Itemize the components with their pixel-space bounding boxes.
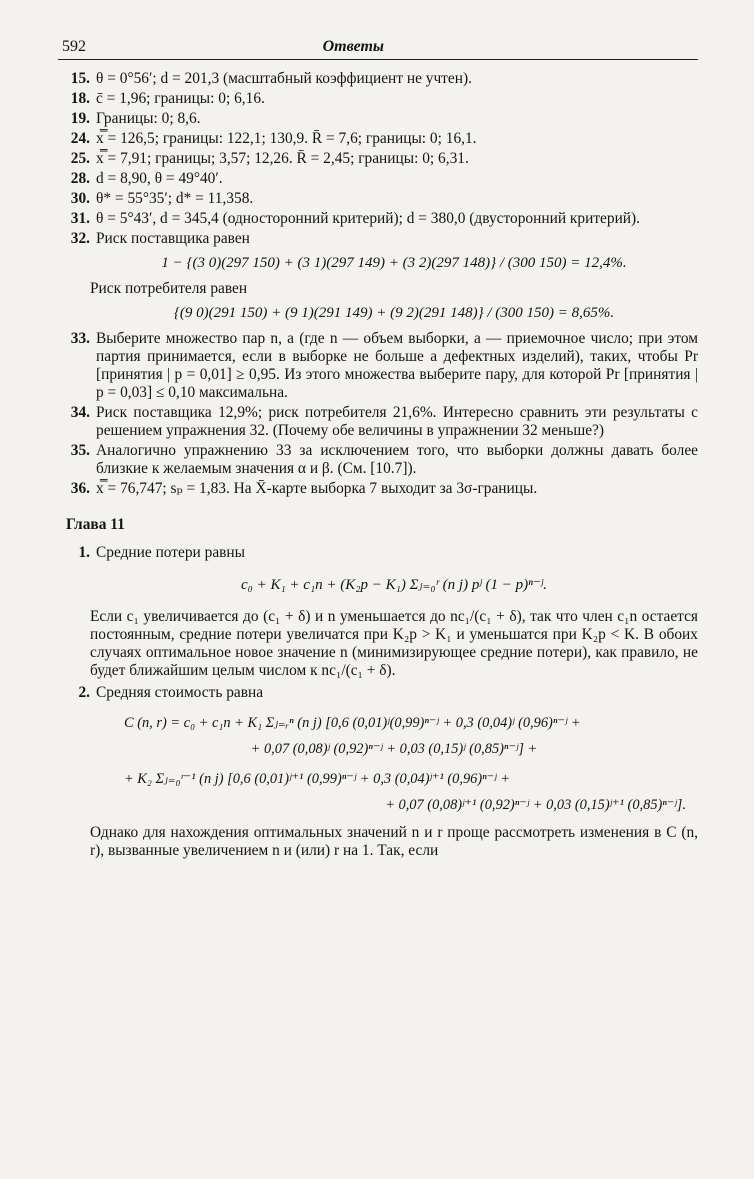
item-number: 19.	[70, 110, 90, 127]
answer-30	[58, 190, 698, 208]
answer-18	[58, 90, 698, 108]
answer-33	[58, 330, 698, 402]
item-number: 28.	[70, 170, 90, 187]
paragraph-explanation: Если c₁ увеличивается до (c₁ + δ) и n уменьшается до nc₁/(c₁ + δ), так что член c₁n остается постоянным, средние потери увеличатся при K₂p > K₁ и уменьшатся при K₂p < K. В обоих случаях оптимальное новое значение n (минимизирующее средние потери), как правило, не будет ближайшим целым числом к nc₁/(c₁ + δ).	[90, 608, 698, 679]
answer-19	[58, 110, 698, 128]
formula-consumer-risk: {(9 0)(291 150) + (9 1)(291 149) + (9 2)(291 148)} / (300 150) = 8,65%.	[173, 305, 615, 321]
running-header	[58, 38, 698, 60]
item-number: 35.	[70, 442, 90, 459]
item-text: Средние потери равны	[96, 544, 246, 561]
ch11-answer-2	[58, 684, 698, 702]
answer-24	[58, 130, 698, 148]
ch11-answer-1	[58, 544, 698, 562]
answer-15	[58, 70, 698, 88]
item-number: 31.	[70, 210, 90, 227]
consumer-risk-label: Риск потребителя равен	[90, 280, 248, 297]
formula-cost-line-2: + 0,07 (0,08)ʲ (0,92)ⁿ⁻ʲ + 0,03 (0,15)ʲ (0,85)ⁿ⁻ʲ] +	[250, 741, 538, 757]
paragraph-final: Однако для нахождения оптимальных значений n и r проще рассмотреть изменения в C (n, r), вызванные увеличением n и (или) r на 1. Так, если	[90, 824, 698, 859]
answer-25	[58, 150, 698, 168]
item-text: Выберите множество пар n, a (где n — объем выборки, a — приемочное число; при этом партия принимается, если в выборке не больше a дефектных изделий), таких, чтобы Pr [принятия | p = 0,01] ≥ 0,95. Из этого множества выберите пару, для которой Pr [принятия | p = 0,03] ≤ 0,10 максимальна.	[96, 330, 698, 401]
item-number: 34.	[70, 404, 90, 421]
item-number: 15.	[70, 70, 90, 87]
item-text: Риск поставщика 12,9%; риск потребителя 21,6%. Интересно сравнить эти результаты с решением упражнения 32. (Почему обе величины в упражнении 32 меньше?)	[96, 404, 698, 439]
item-number: 1.	[78, 544, 90, 561]
item-number: 33.	[70, 330, 90, 347]
formula-average-loss: c₀ + K₁ + c₁n + (K₂p − K₁) Σⱼ₌₀ʳ (n j) pʲ (1 − p)ⁿ⁻ʲ.	[240, 577, 548, 593]
answer-31	[58, 210, 698, 228]
answer-34	[58, 404, 698, 440]
item-number: 25.	[70, 150, 90, 167]
formula-supplier-risk: 1 − {(3 0)(297 150) + (3 1)(297 149) + (3 2)(297 148)} / (300 150) = 12,4%.	[161, 255, 627, 271]
item-number: 36.	[70, 480, 90, 497]
item-number: 18.	[70, 90, 90, 107]
item-text: Аналогично упражнению 33 за исключением того, что выборки должны давать более близкие к желаемым значения α и β. (См. [10.7]).	[96, 442, 698, 477]
answer-36	[58, 480, 698, 498]
item-number: 30.	[70, 190, 90, 207]
item-text: c̄ = 1,96; границы: 0; 6,16.	[96, 90, 265, 107]
item-text: θ = 5°43′, d = 345,4 (односторонний критерий); d = 380,0 (двусторонний критерий).	[96, 210, 641, 227]
item-text: θ = 0°56′; d = 201,3 (масштабный коэффициент не учтен).	[96, 70, 472, 87]
item-text: Границы: 0; 8,6.	[96, 110, 201, 127]
item-text: θ* = 55°35′; d* = 11,358.	[96, 190, 254, 207]
answer-28	[58, 170, 698, 188]
item-text: x̿ = 76,747; sₚ = 1,83. На X̄-карте выборка 7 выходит за 3σ-границы.	[96, 480, 538, 497]
answer-32	[58, 230, 698, 248]
answer-35	[58, 442, 698, 478]
chapter-heading: Глава 11	[66, 516, 125, 533]
item-text: x̿ = 126,5; границы: 122,1; 130,9. R̄ = 7,6; границы: 0; 16,1.	[96, 130, 477, 147]
formula-cost-line-4: + 0,07 (0,08)ʲ⁺¹ (0,92)ⁿ⁻ʲ + 0,03 (0,15)ʲ⁺¹ (0,85)ⁿ⁻ʲ].	[385, 797, 686, 813]
item-text: x̿ = 7,91; границы; 3,57; 12,26. R̄ = 2,45; границы: 0; 6,31.	[96, 150, 469, 167]
formula-cost-line-3: + K₂ Σⱼ₌₀ʳ⁻¹ (n j) [0,6 (0,01)ʲ⁺¹ (0,99)ⁿ⁻ʲ + 0,3 (0,04)ʲ⁺¹ (0,96)ⁿ⁻ʲ +	[124, 771, 510, 787]
item-text: Риск поставщика равен	[96, 230, 250, 247]
page-number: 592	[62, 38, 86, 55]
item-number: 32.	[70, 230, 90, 247]
formula-cost-line-1: C (n, r) = c₀ + c₁n + K₁ Σⱼ₌ᵣⁿ (n j) [0,6 (0,01)ʲ(0,99)ⁿ⁻ʲ + 0,3 (0,04)ʲ (0,96)ⁿ⁻ʲ +	[124, 715, 581, 731]
item-text: d = 8,90, θ = 49°40′.	[96, 170, 223, 187]
item-number: 2.	[78, 684, 90, 701]
item-number: 24.	[70, 130, 90, 147]
item-text: Средняя стоимость равна	[96, 684, 264, 701]
running-title: Ответы	[322, 38, 384, 55]
